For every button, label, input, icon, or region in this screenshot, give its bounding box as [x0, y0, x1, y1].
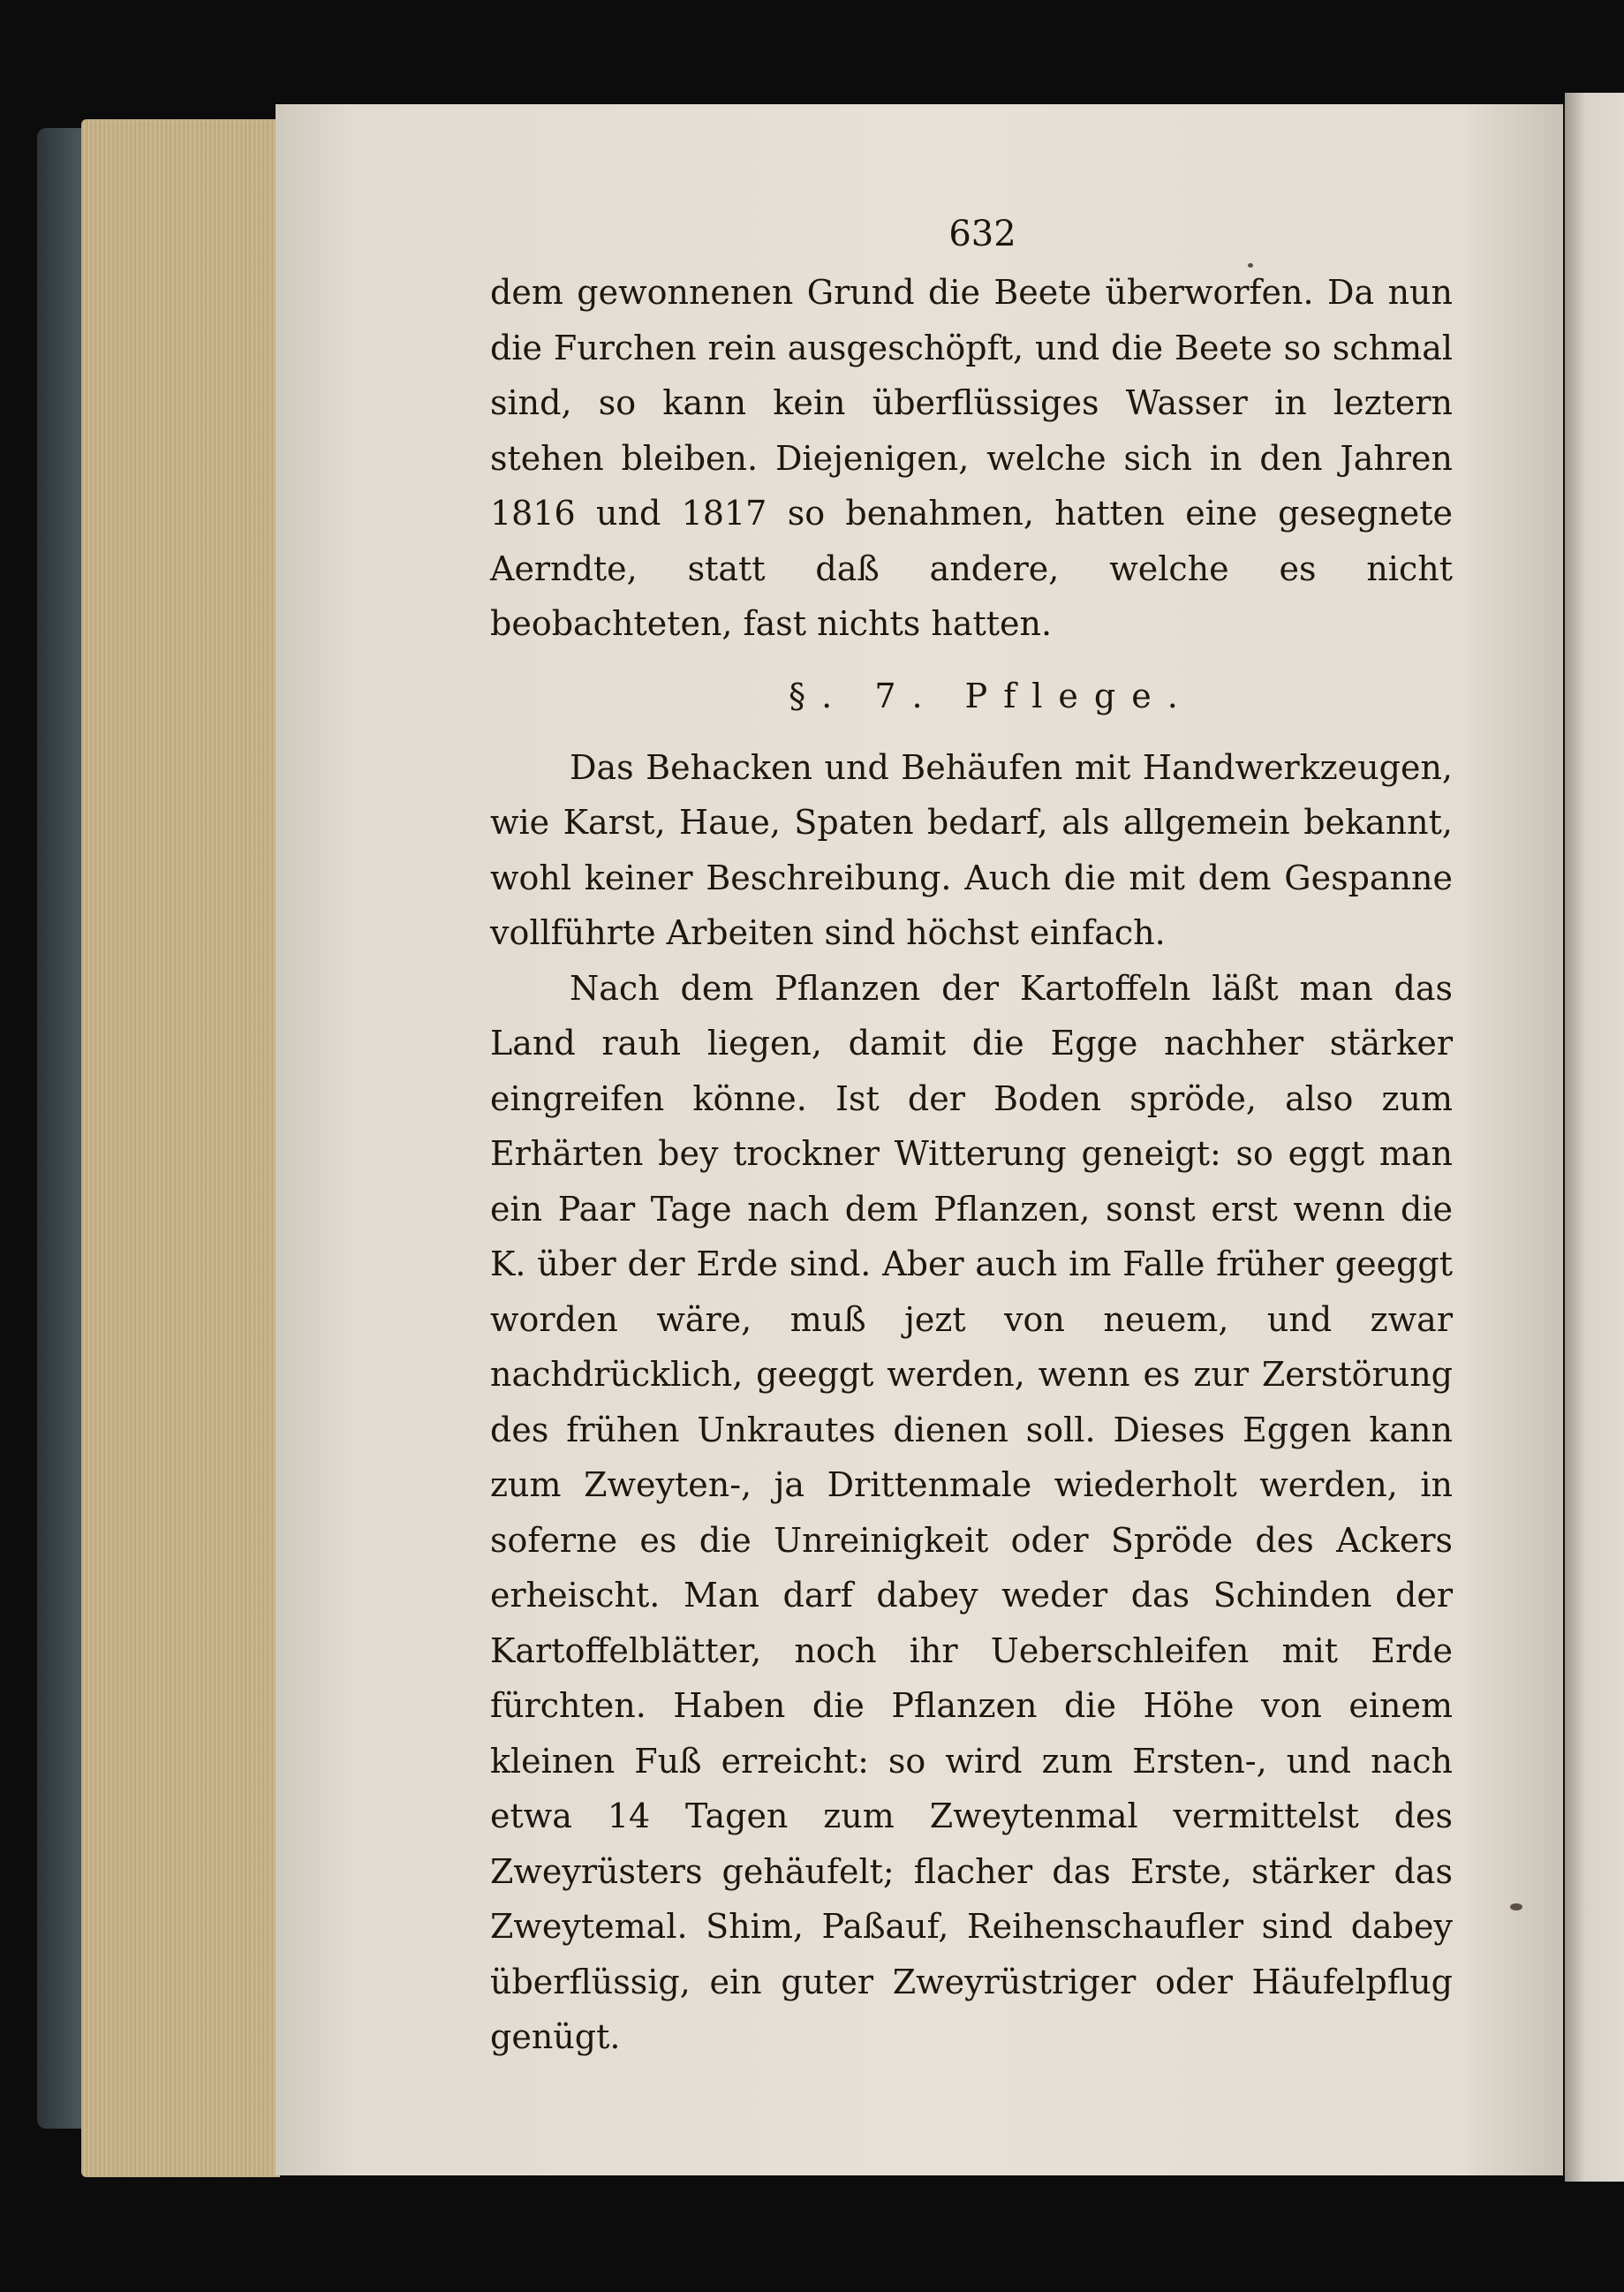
- paragraph: dem gewonnenen Grund die Beete überworfen. Da nun die Furchen rein ausgeschöpft, und die Beete so schmal sind, so kann kein überflüssiges Wasser in leztern stehen bleiben. Diejenigen, welche sich in den Jahren 1816 und 1817 so benahmen, hatten eine gesegnete Aerndte, statt daß andere, welche es nicht beobachteten, fast nichts hatten.: [490, 273, 1453, 643]
- page-edges: [81, 119, 280, 2177]
- page-number: 632: [948, 214, 1016, 254]
- paragraph: Das Behacken und Behäufen mit Handwerkzeugen, wie Karst, Haue, Spaten bedarf, als allgemein bekannt, wohl keiner Beschreibung. Auch die mit dem Gespanne vollführte Arbeiten sind höchst einfach.: [490, 747, 1453, 952]
- ink-speck: [1510, 1903, 1522, 1910]
- paragraph: Nach dem Pflanzen der Kartoffeln läßt man das Land rauh liegen, damit die Egge nachher stärker eingreifen könne. Ist der Boden spröde, also zum Erhärten bey trockner Witterung geneigt: so eggt man ein Paar Tage nach dem Pflanzen, sonst erst wenn die K. über der Erde sind. Aber auch im Falle früher geeggt worden wäre, muß jezt von neuem, und zwar nachdrücklich, geeggt werden, wenn es zur Zerstörung des frühen Unkrautes dienen soll. Dieses Eggen kann zum Zweyten-, ja Drittenmale wiederholt werden, in soferne es die Unreinigkeit oder Spröde des Ackers erheischt. Man darf dabey weder das Schinden der Kartoffelblätter, noch ihr Ueberschleifen mit Erde fürchten. Haben die Pflanzen die Höhe von einem kleinen Fuß erreicht: so wird zum Ersten-, und nach etwa 14 Tagen zum Zweytenmal vermittelst des Zweyrüsters gehäufelt; flacher das Erste, stärker das Zweytemal. Shim, Paßauf, Reihenschaufler sind dabey überflüssig, ein guter Zweyrüstriger oder Häufelpflug genügt.: [490, 968, 1453, 2056]
- page-content: [490, 203, 1453, 2065]
- next-page-edge: [1565, 93, 1624, 2182]
- section-heading: §. 7. Pflege.: [789, 676, 1194, 715]
